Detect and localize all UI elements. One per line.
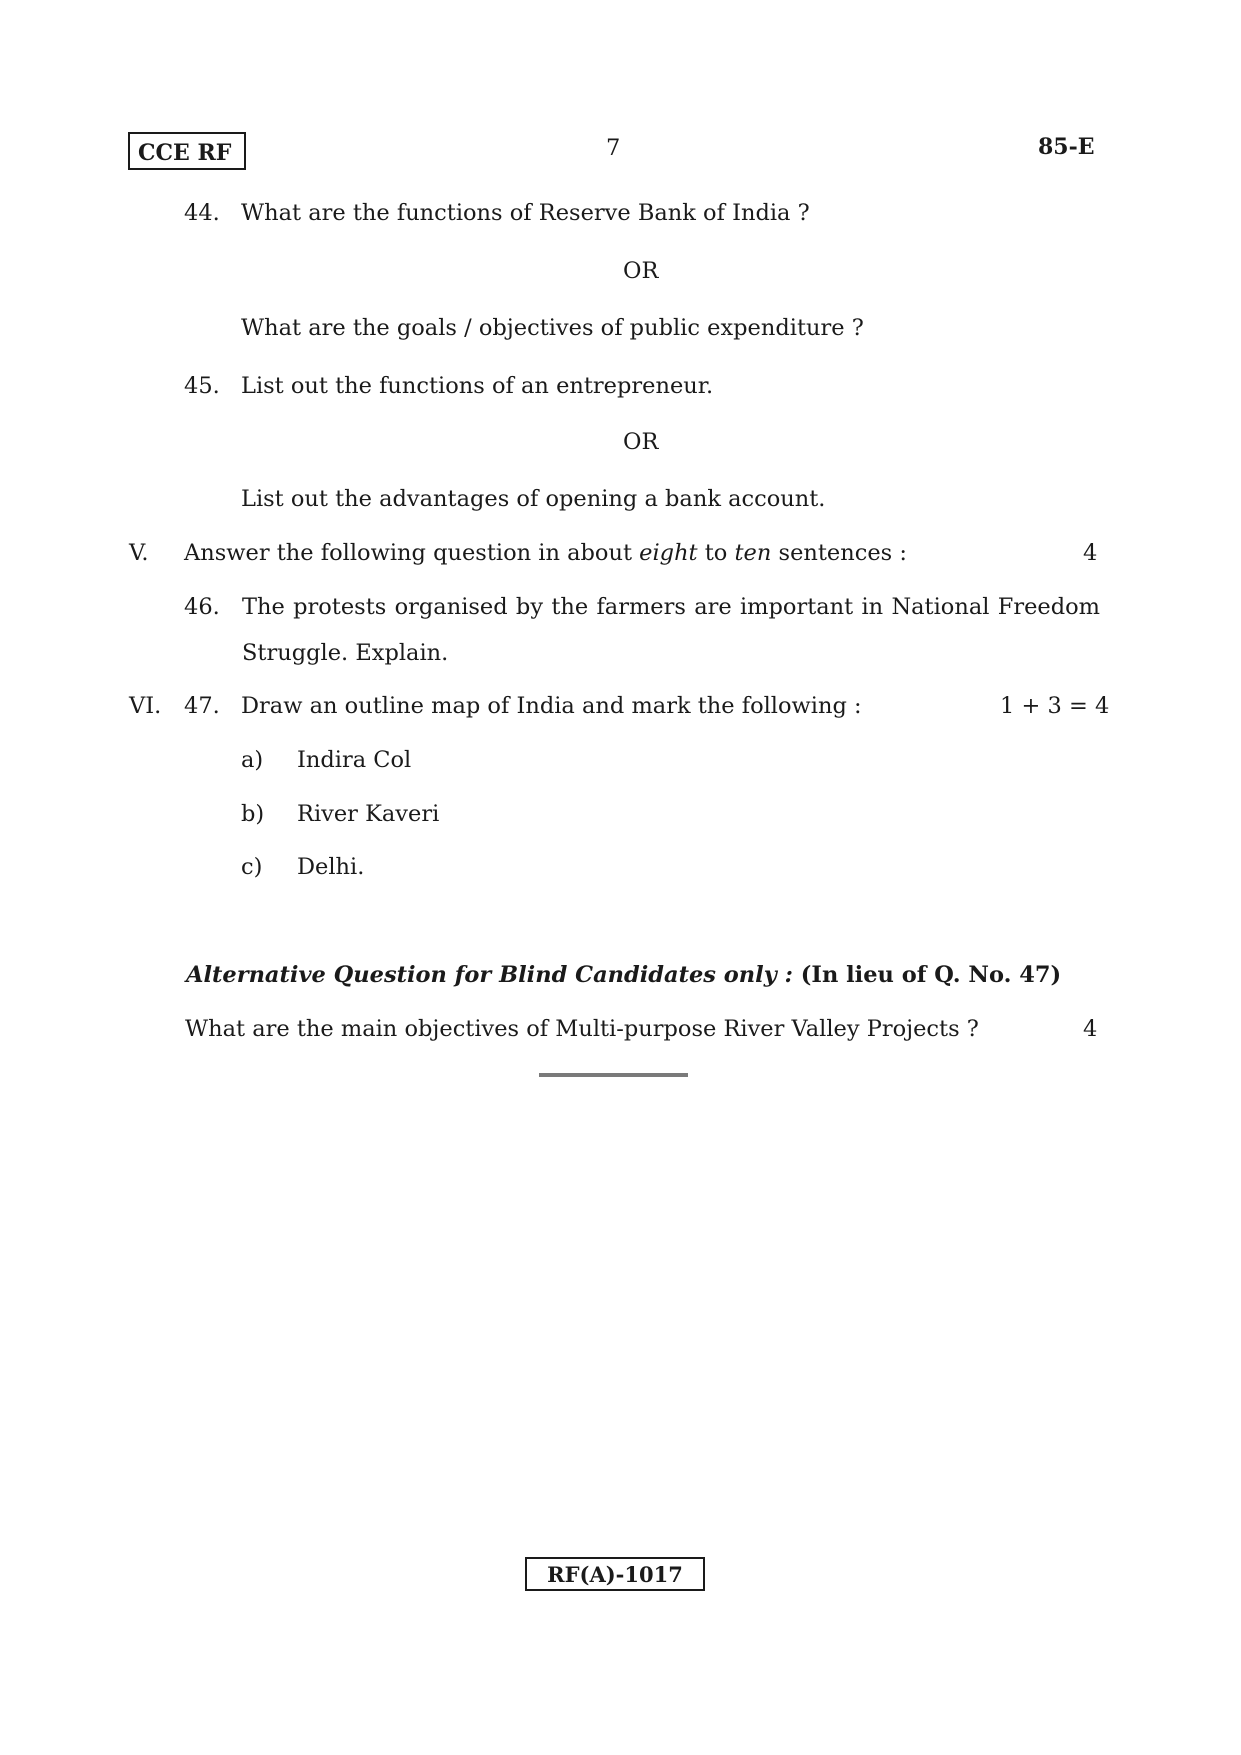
instruction-to: to	[697, 540, 735, 566]
q44-text: What are the functions of Reserve Bank of India ?	[241, 200, 810, 226]
q47-number: 47.	[184, 693, 220, 719]
instruction-ten: ten	[734, 540, 772, 566]
q47-item-b-text: River Kaveri	[297, 801, 440, 827]
alternative-heading: Alternative Question for Blind Candidates only :	[186, 962, 793, 988]
instruction-part-b: sentences :	[771, 540, 907, 566]
q45-number: 45.	[184, 373, 220, 399]
q47-item-c-text: Delhi.	[297, 854, 365, 880]
alternative-marks: 4	[1083, 1016, 1098, 1042]
q47-item-a-text: Indira Col	[297, 747, 412, 773]
end-rule	[539, 1073, 688, 1077]
instruction-eight: eight	[639, 540, 698, 566]
q47-item-b-label: b)	[241, 801, 265, 827]
q47-marks: 1 + 3 = 4	[1000, 693, 1110, 719]
q47-item-a-label: a)	[241, 747, 264, 773]
q45-alt-text: List out the advantages of opening a bank account.	[241, 486, 826, 512]
q44-alt-text: What are the goals / objectives of public expenditure ?	[241, 315, 864, 341]
instruction-part-a: Answer the following question in about	[184, 540, 640, 566]
q45-text: List out the functions of an entrepreneur.	[241, 373, 714, 399]
alternative-note: (In lieu of Q. No. 47)	[792, 962, 1062, 988]
q47-text: Draw an outline map of India and mark the following :	[241, 693, 862, 719]
footer-code: RF(A)-1017	[547, 1562, 683, 1587]
section-v-marks: 4	[1083, 540, 1098, 566]
q46-line1: The protests organised by the farmers are important in National Freedom	[242, 594, 1100, 620]
alternative-heading-line	[186, 960, 1061, 990]
q44-number: 44.	[184, 200, 220, 226]
alternative-question: What are the main objectives of Multi-purpose River Valley Projects ?	[185, 1016, 979, 1042]
q47-item-c-label: c)	[241, 854, 263, 880]
q46-line2: Struggle. Explain.	[242, 640, 449, 666]
section-vi-roman: VI.	[129, 693, 162, 719]
section-v-instruction	[184, 538, 907, 568]
section-v-roman: V.	[129, 540, 149, 566]
header-left-code: CCE RF	[138, 140, 232, 166]
q46-number: 46.	[184, 594, 220, 620]
header-right-code: 85-E	[1038, 134, 1095, 160]
page-number: 7	[606, 135, 621, 161]
footer-code-box	[525, 1557, 705, 1591]
header-code-box	[128, 132, 246, 170]
q45-or: OR	[623, 429, 659, 455]
q44-or: OR	[623, 258, 659, 284]
